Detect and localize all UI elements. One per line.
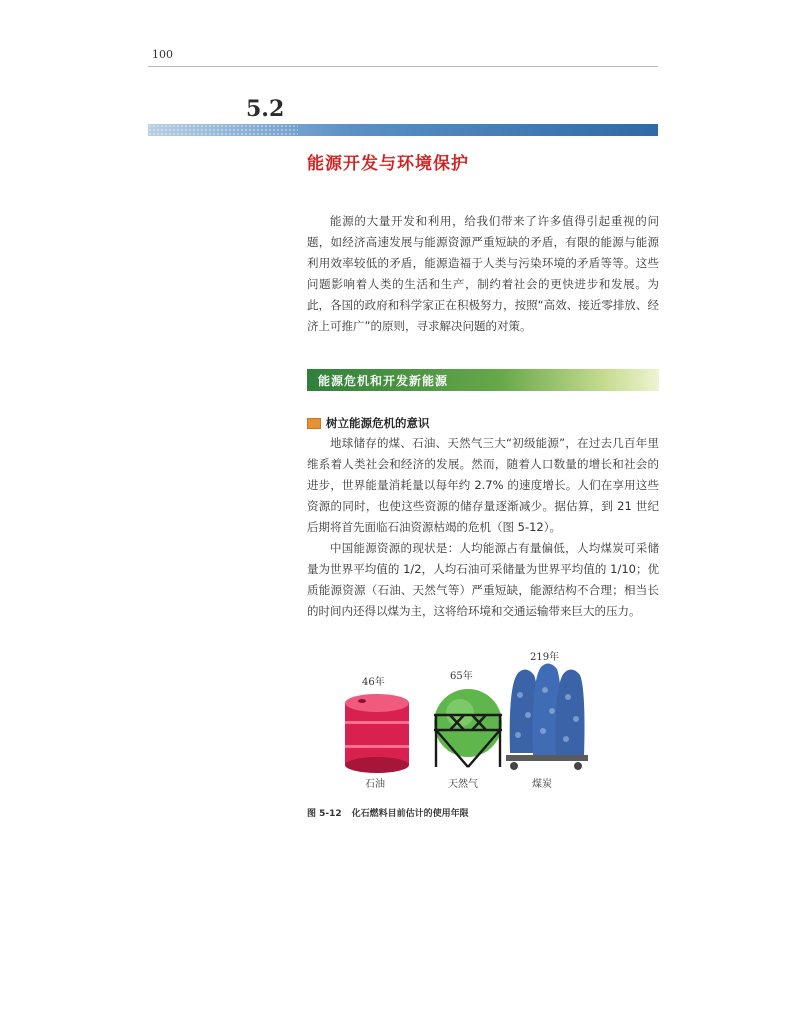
section-banner-pattern xyxy=(148,124,298,136)
section-number: 5.2 xyxy=(246,96,285,122)
oil-name-label: 石油 xyxy=(365,779,385,790)
section-heading: 能源危机和开发新能源 xyxy=(318,374,449,388)
intro-paragraph: 能源的大量开发和利用，给我们带来了许多值得引起重视的问题，如经济高速发展与能源资源严重短缺的矛盾，有限的能源与能源利用效率较低的矛盾，能源造福于人类与污染环境的矛盾等等。这些问题影响着人类的生活和生产，制约着社会的更快进步和发展。为此，各国的政府和科学家正在积极努力，按照“高效、接近零排放、经济上可推广”的原则，寻求解决问题的对策。 xyxy=(307,214,659,333)
figure-caption-text: 化石燃料目前估计的使用年限 xyxy=(351,809,469,819)
subsection-heading-row xyxy=(307,415,430,431)
oil-years-label: 46年 xyxy=(362,677,385,688)
chapter-title: 能源开发与环境保护 xyxy=(307,154,469,174)
coal-years-label: 219年 xyxy=(530,652,560,663)
body-text-block xyxy=(307,433,659,622)
gas-name-label: 天然气 xyxy=(448,779,478,790)
fossil-fuel-figure xyxy=(340,645,590,815)
header-rule xyxy=(148,66,658,67)
gas-tank-icon xyxy=(434,689,502,767)
subsection-heading: 树立能源危机的意识 xyxy=(326,416,430,430)
coal-name-label: 煤炭 xyxy=(532,779,552,790)
body-paragraph: 中国能源资源的现状是：人均能源占有量偏低，人均煤炭可采储量为世界平均值的 1/2，人均石油可采储量为世界平均值的 1/10；优质能源资源（石油、天然气等）严重短缺，能源结构不合理；相当长的时间内还得以煤为主，这将给环境和交通运输带来巨大的压力。 xyxy=(307,541,659,618)
coal-stack-icon xyxy=(506,663,588,770)
gas-years-label: 65年 xyxy=(450,671,473,682)
intro-text-block xyxy=(307,211,659,337)
figure-caption-number: 图 5-12 xyxy=(307,809,342,819)
orange-square-icon xyxy=(307,418,321,429)
oil-barrel-icon xyxy=(345,694,409,773)
body-paragraph: 地球储存的煤、石油、天然气三大“初级能源”，在过去几百年里维系着人类社会和经济的发展。然而，随着人口数量的增长和社会的进步，世界能量消耗量以每年约 2.7% 的速度增长。人们在享用这些资源的同时，也使这些资源的储存量逐渐减少。据估算，到 21 世纪后期将首先面临石油资源枯竭的危机（图 5-12）。 xyxy=(307,436,659,534)
figure-caption xyxy=(307,806,469,819)
page-number: 100 xyxy=(152,48,173,61)
